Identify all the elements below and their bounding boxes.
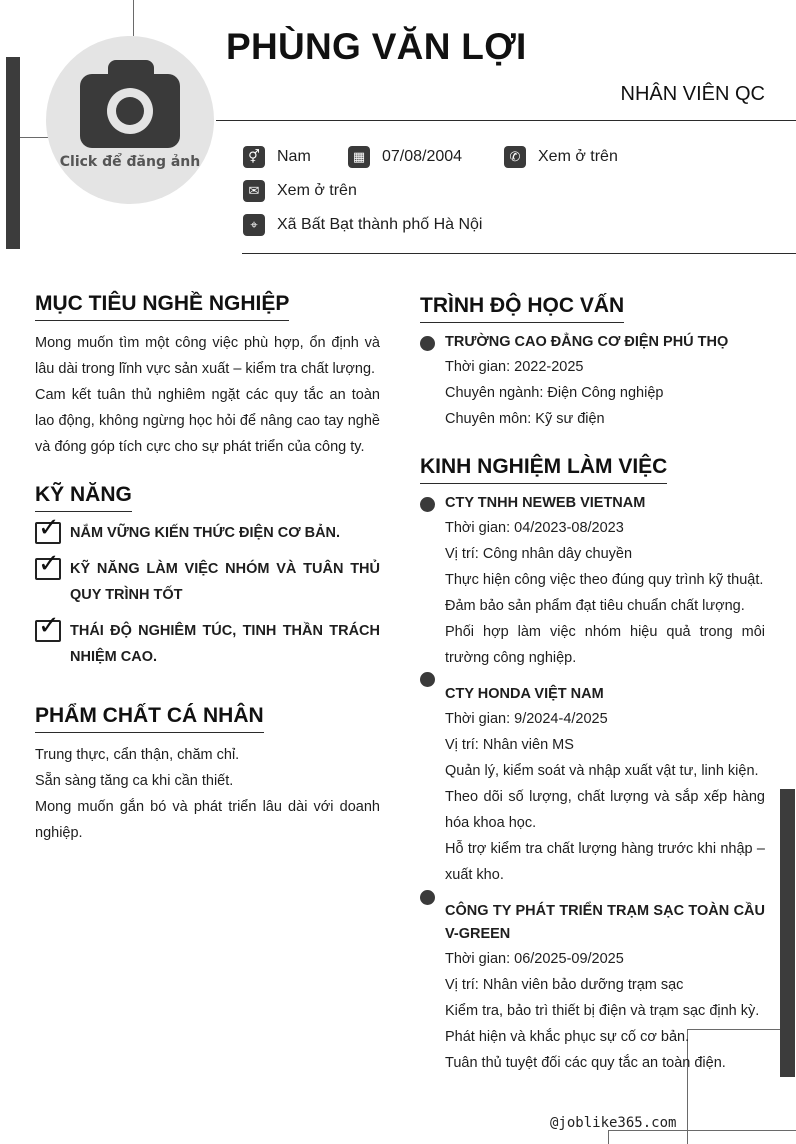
experience-entry: CTY TNHH NEWEB VIETNAM Thời gian: 04/2023-08/2023 Vị trí: Công nhân dây chuyền Thực hiện công việc theo đúng quy trình kỹ thuật. Đảm bảo sản phẩm đạt tiêu chuẩn chất lượng. Phối hợp làm việc nhóm hiệu quả trong môi trường công nghiệp. [420,492,765,671]
right-accent-bar [780,789,795,1077]
left-horizontal-line [20,137,48,138]
corner-frame-v2 [608,1130,609,1144]
section-title-experience: KINH NGHIỆM LÀM VIỆC [420,455,667,484]
calendar-icon: ▦ [348,146,370,168]
candidate-name: PHÙNG VĂN LỢI [226,26,527,67]
section-title-education: TRÌNH ĐỘ HỌC VẤN [420,294,624,323]
contact-birthdate: ▦ 07/08/2004 [348,146,462,168]
checkbox-icon: ✓ [35,522,61,544]
objective-text: Mong muốn tìm một công việc phù hợp, ổn định và lâu dài trong lĩnh vực sản xuất – kiểm tra chất lượng. Cam kết tuân thủ nghiêm ngặt các quy tắc an toàn lao động, không ngừng học hỏi để nâng cao tay nghề và đóng góp tích cực cho sự phát triển của công ty. [35,335,380,455]
avatar-upload-label: Click để đăng ảnh [59,154,201,170]
company-name: CÔNG TY PHÁT TRIỂN TRẠM SẠC TOÀN CẦU V-GREEN [445,903,765,942]
company-name: CTY HONDA VIỆT NAM [445,686,604,702]
experience-entry: CÔNG TY PHÁT TRIỂN TRẠM SẠC TOÀN CẦU V-GREEN Thời gian: 06/2025-09/2025 Vị trí: Nhân viên bảo dưỡng trạm sạc Kiểm tra, bảo trì thiết bị điện và trạm sạc định kỳ. Phát hiện và khắc phục sự cố cơ bản. Tuân thủ tuyệt đối các quy tắc an toàn điện. [420,900,765,1076]
skill-item: ✓ NẮM VỮNG KIẾN THỨC ĐIỆN CƠ BẢN. [35,520,380,546]
school-name: TRƯỜNG CAO ĐẲNG CƠ ĐIỆN PHÚ THỌ [445,334,729,350]
checkbox-icon: ✓ [35,558,61,580]
location-icon: ⌖ [243,214,265,236]
avatar-upload[interactable] [46,36,214,204]
contact-divider [242,253,796,254]
gender-icon: ⚥ [243,146,265,168]
top-vertical-line [133,0,134,36]
bullet-dot [420,672,435,687]
section-title-qualities: PHẨM CHẤT CÁ NHÂN [35,704,264,733]
skill-item: ✓ KỸ NĂNG LÀM VIỆC NHÓM VÀ TUÂN THỦ QUY TRÌNH TỐT [35,556,380,608]
experience-entry: CTY HONDA VIỆT NAM Thời gian: 9/2024-4/2025 Vị trí: Nhân viên MS Quản lý, kiểm soát và nhập xuất vật tư, linh kiện. Theo dõi số lượng, chất lượng và sắp xếp hàng hóa khoa học. Hỗ trợ kiểm tra chất lượng hàng trước khi nhập – xuất kho. [420,683,765,888]
bullet-dot [420,336,435,351]
contact-address: ⌖ Xã Bất Bạt thành phố Hà Nội [243,214,482,236]
phone-icon: ✆ [504,146,526,168]
section-title-skills: KỸ NĂNG [35,483,132,512]
education-entry: TRƯỜNG CAO ĐẲNG CƠ ĐIỆN PHÚ THỌ Thời gian: 2022-2025 Chuyên ngành: Điện Công nghiệp Chuyên môn: Kỹ sư điện [420,331,765,432]
email-icon: ✉ [243,180,265,202]
bullet-dot [420,497,435,512]
job-title: NHÂN VIÊN QC [620,83,765,105]
company-name: CTY TNHH NEWEB VIETNAM [445,495,646,511]
contact-email: ✉ Xem ở trên [243,180,357,202]
contact-gender: ⚥ Nam [243,146,311,168]
qualities-text: Trung thực, cẩn thận, chăm chỉ. Sẵn sàng tăng ca khi cần thiết. Mong muốn gắn bó và phát triển lâu dài với doanh nghiệp. [35,747,380,841]
footer-watermark: @joblike365.com [550,1115,677,1131]
contact-phone: ✆ Xem ở trên [504,146,618,168]
section-title-objective: MỤC TIÊU NGHỀ NGHIỆP [35,292,289,321]
bullet-dot [420,890,435,905]
skill-item: ✓ THÁI ĐỘ NGHIÊM TÚC, TINH THẦN TRÁCH NHIỆM CAO. [35,618,380,670]
checkbox-icon: ✓ [35,620,61,642]
header-divider [216,120,796,121]
left-accent-bar [6,57,20,249]
